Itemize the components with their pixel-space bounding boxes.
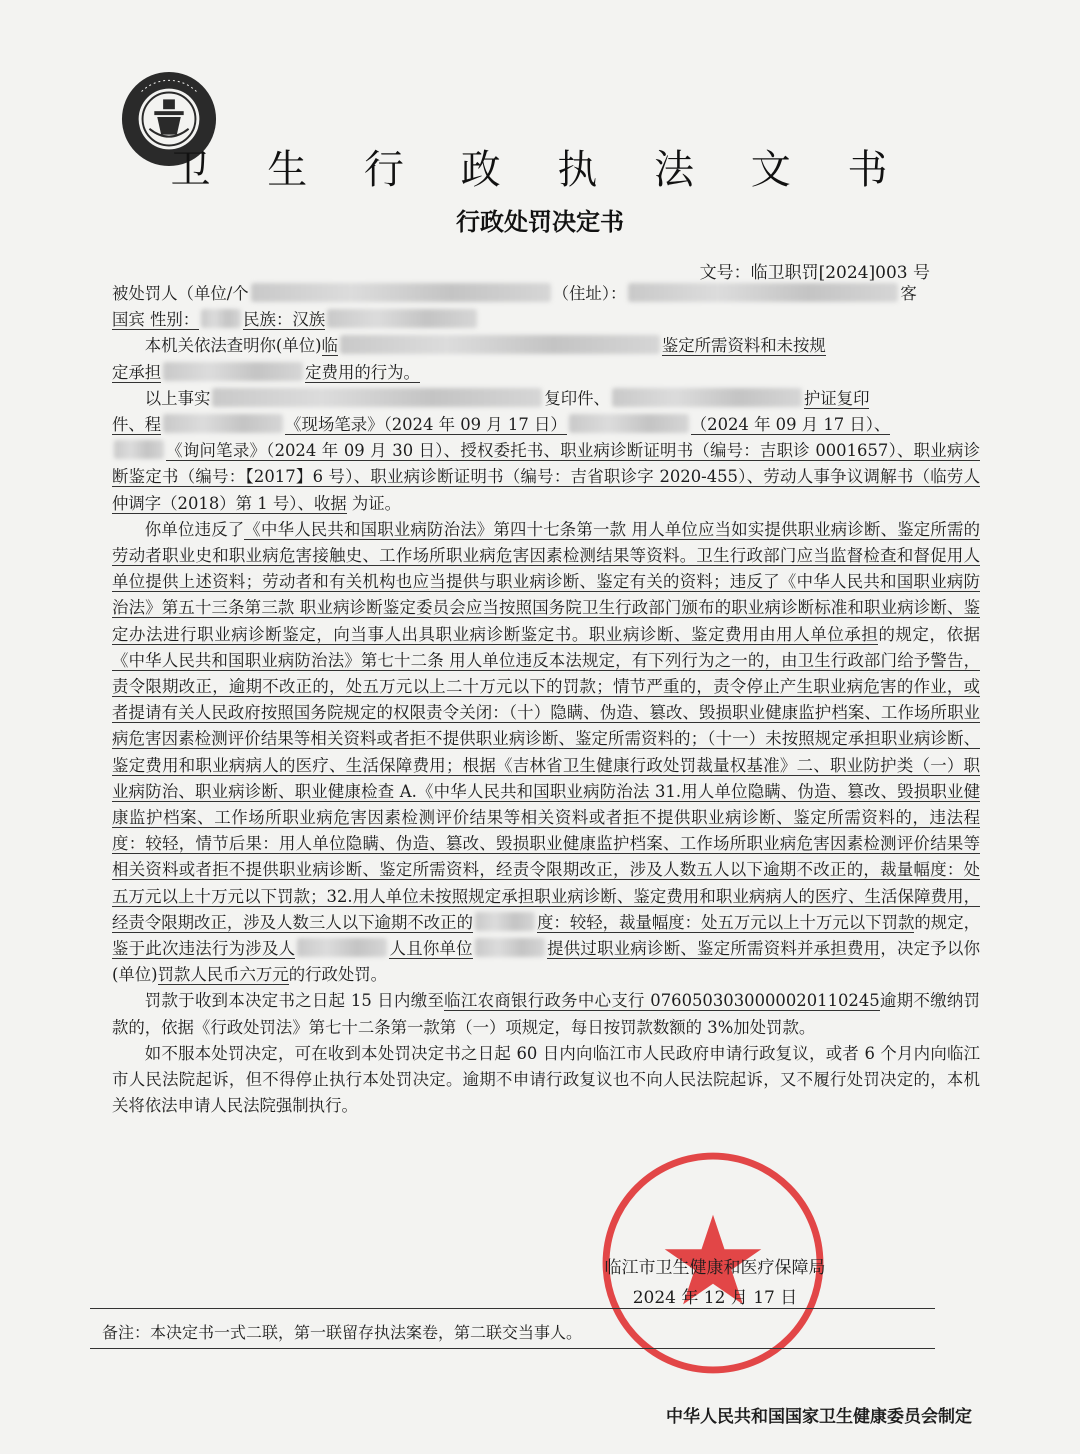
legal-basis-paragraph: 你单位违反了《中华人民共和国职业病防治法》第四十七条第一款 用人单位应当如实提供职业病诊断、鉴定所需的劳动者职业史和职业病危害接触史、工作场所职业病危害因素检测结果等资料。卫生行政部门应当监督检查和督促用人单位提供上述资料；劳动者和有关机构也应当提供与职业病诊断、鉴定有关的资料；违反了《中华人民共和国职业病防治法》第五十三条第三款 职业病诊断鉴定委员会应当按照国务院卫生行政部门颁布的职业病诊断标准和职业病诊断、鉴定办法进行职业病诊断鉴定，向当事人出具职业病诊断鉴定书。职业病诊断、鉴定费用由用人单位承担的规定，依据《中华人民共和国职业病防治法》第七十二条 用人单位违反本法规定，有下列行为之一的，由卫生行政部门给予警告，责令限期改正，逾期不改正的，处五万元以上二十万元以下的罚款；情节严重的，责令停止产生职业病危害的作业，或者提请有关人民政府按照国务院规定的权限责令关闭：（十）隐瞒、伪造、篡改、毁损职业健康监护档案、工作场所职业病危害因素检测评价结果等相关资料或者拒不提供职业病诊断、鉴定所需资料的；（十一）未按照规定承担职业病诊断、鉴定费用和职业病病人的医疗、生活保障费用；根据《吉林省卫生健康行政处罚裁量权基准》二、职业防护类（一）职业病防治、职业病诊断、职业健康检查 A.《中华人民共和国职业病防治法 31.用人单位隐瞒、伪造、篡改、毁损职业健康监护档案、工作场所职业病危害因素检测评价结果等相关资料或者拒不提供职业病诊断、鉴定所需资料的，违法程度：较轻，情节后果：用人单位隐瞒、伪造、篡改、毁损职业健康监护档案、工作场所职业病危害因素检测评价结果等相关资料或者拒不提供职业病诊断、鉴定所需资料，经责令限期改正，涉及人数五人以下逾期不改正的，裁量幅度：处五万元以上十万元以下罚款；32.用人单位未按照规定承担职业病诊断、鉴定费用和职业病病人的医疗、生活保障费用，经责令限期改正，涉及人数三人以下逾期不改正的 度：较轻，裁量幅度：处五万元以上十万元以下罚款的规定，鉴于此次违法行为涉及人 人且你单位 提供过职业病诊断、鉴定所需资料并承担费用，决定予以你(单位)罚款人民币六万元的行政处罚。 — [112, 519, 981, 985]
signature-block — [590, 1253, 840, 1313]
redacted-text — [212, 388, 542, 407]
issuing-authority: 临江市卫生健康和医疗保障局 — [604, 1258, 826, 1278]
decision-body — [112, 281, 980, 1120]
facts-paragraph: 本机关依法查明你(单位)临 鉴定所需资料和未按规 定承担 定费用的行为。 — [112, 336, 826, 382]
redacted-text — [163, 414, 283, 433]
redacted-text — [297, 938, 387, 957]
redacted-text — [569, 414, 689, 433]
document-number: 文号：临卫职罚[2024]003 号 — [699, 263, 930, 283]
redacted-text — [475, 912, 535, 931]
document-subtitle: 行政处罚决定书 — [456, 208, 624, 236]
payment-paragraph: 罚款于收到本决定书之日起 15 日内缴至临江农商银行政务中心支行 0760503030000020110245逾期不缴纳罚款的，依据《行政处罚法》第七十二条第一款第（一）项规定，每日按罚款数额的 3%加处罚款。 — [112, 991, 981, 1037]
appeal-paragraph: 如不服本处罚决定，可在收到本处罚决定书之日起 60 日内向临江市人民政府申请行政复议，或者 6 个月内向临江市人民法院起诉，但不得停止执行本处罚决定。逾期不申请行政复议也不向人民法院起诉，又不履行处罚决定的，本机关将依法申请人民法院强制执行。 — [112, 1043, 980, 1116]
document-title: 卫 生 行 政 执 法 文 书 — [170, 147, 910, 193]
redacted-text — [340, 335, 660, 354]
party-detail-line: 国宾 性别： 民族：汉族 — [112, 307, 980, 333]
redacted-text — [327, 309, 477, 328]
form-issuer-footer: 中华人民共和国国家卫生健康委员会制定 — [666, 1407, 972, 1427]
evidence-paragraph: 以上事实 复印件、 护证复印 件、程 《现场笔录》（2024 年 09 月 17 日） （2024 年 09 月 17 日）、 《询问笔录》（2024 年 09 月 30 日）、授权委托书、职业病诊断证明书（编号：吉职诊 0001657）、职业病诊断鉴定书（编号：【2017】6 号）、职业病诊断证明书（编号：吉省职诊字 2020-455）、劳动人事争议调解书（临劳人仲调字（2018）第 1 号）、收据 为证。 — [112, 388, 980, 513]
redacted-text — [612, 388, 802, 407]
redacted-text — [163, 362, 303, 381]
redacted-text — [251, 283, 551, 302]
redacted-text — [475, 938, 545, 957]
redacted-text — [114, 440, 164, 459]
issue-date: 2024 年 12 月 17 日 — [632, 1288, 798, 1308]
redacted-text — [201, 309, 241, 328]
redacted-text — [628, 283, 898, 302]
party-line: 被处罚人（单位/个 （住址）： 客 — [112, 284, 917, 303]
divider — [90, 1308, 935, 1309]
remark: 备注：本决定书一式二联，第一联留存执法案卷，第二联交当事人。 — [102, 1323, 583, 1342]
divider — [90, 1348, 935, 1349]
